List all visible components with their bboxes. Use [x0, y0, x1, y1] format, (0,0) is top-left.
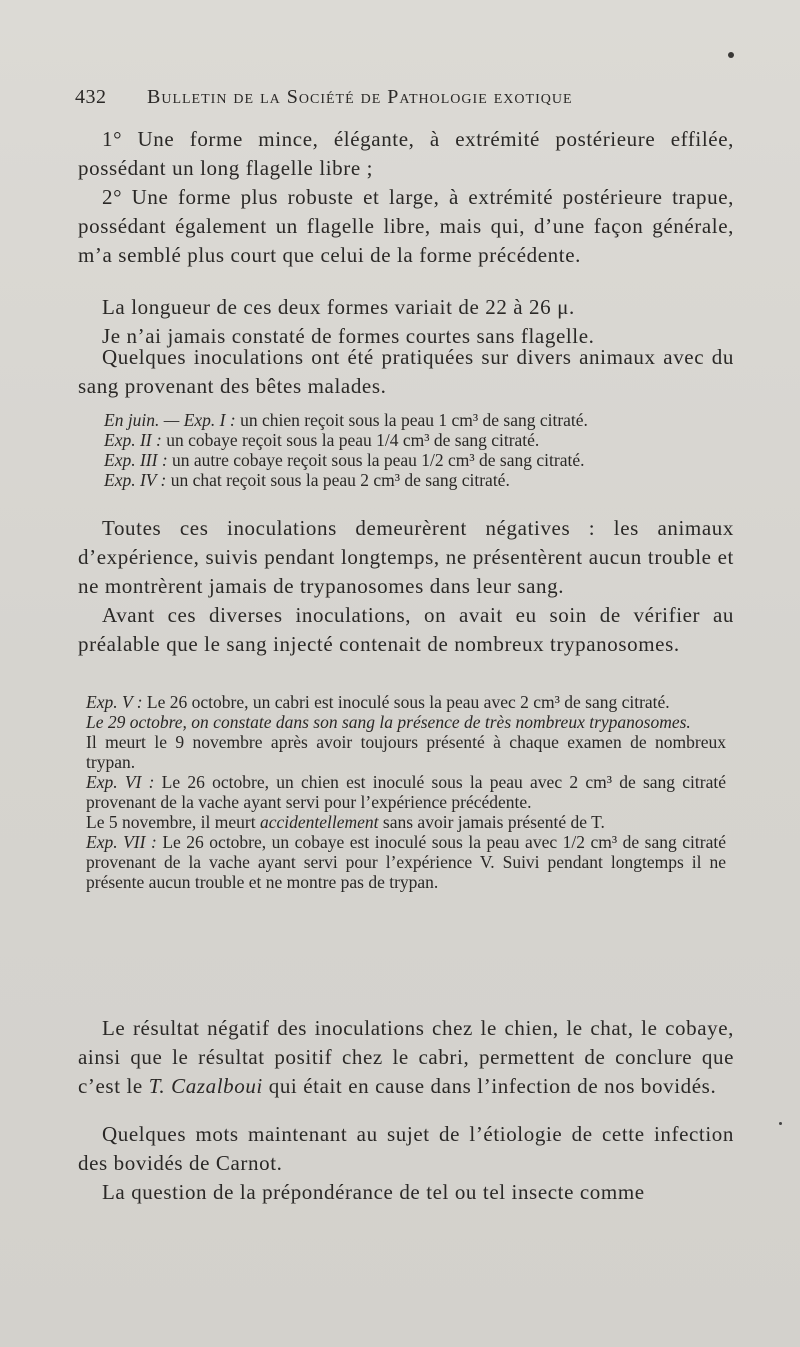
experiment-2: [86, 430, 726, 450]
experiment-text: un chien reçoit sous la peau 1 cm³ de sang citraté.: [235, 410, 588, 430]
experiment-label: Exp. II :: [104, 430, 162, 450]
experiment-text: Le 26 octobre, un cobaye est inoculé sous la peau avec 1/2 cm³ de sang citraté provenant de la vache ayant servi pour l’expérience V. Suivi pendant longtemps il ne présente aucun trouble et ne montre pas de trypan.: [86, 832, 726, 892]
paragraph-negative-results: Toutes ces inoculations demeurèrent négatives : les animaux d’expérience, suivis pendant longtemps, ne présentèrent aucun trouble et ne montrèrent jamais de trypanosomes dans leur sang.: [78, 516, 734, 598]
outcome-text: Le 5 novembre, il meurt: [86, 812, 260, 832]
paragraph-form-2: 2° Une forme plus robuste et large, à extrémité postérieure trapue, possédant également un flagelle libre, mais qui, d’une façon générale, m’a semblé plus court que celui de la forme précédente.: [78, 185, 734, 267]
experiment-label: Exp. III :: [104, 450, 168, 470]
experiment-5-outcome: Il meurt le 9 novembre après avoir toujours présenté à chaque examen de nombreux trypan.: [86, 732, 726, 772]
experiment-label: Exp. VII :: [86, 832, 157, 852]
outcome-text: sans avoir jamais présenté de T.: [378, 812, 605, 832]
experiment-text: un cobaye reçoit sous la peau 1/4 cm³ de sang citraté.: [161, 430, 540, 450]
experiment-label: Exp. VI :: [86, 772, 155, 792]
experiment-5-observation: Le 29 octobre, on constate dans son sang la présence de très nombreux trypanosomes.: [86, 712, 691, 732]
ink-speck: [779, 1122, 782, 1125]
paragraph-etiology: Quelques mots maintenant au sujet de l’étiologie de cette infection des bovidés de Carnot.: [78, 1122, 734, 1175]
paragraph-question: La question de la prépondérance de tel ou tel insecte comme: [102, 1180, 645, 1204]
paragraph-length: La longueur de ces deux formes variait de 22 à 26 μ.: [102, 295, 575, 319]
conclusion-text: Le résultat négatif des inoculations chez le chien, le chat, le cobaye, ainsi que le résultat positif chez le cabri, permettent de conclure que c’est le: [78, 1016, 734, 1098]
running-header: [75, 86, 715, 109]
experiment-7: [86, 832, 726, 892]
experiment-label: Exp. V :: [86, 692, 143, 712]
experiment-text: Le 26 octobre, un cabri est inoculé sous la peau avec 2 cm³ de sang citraté.: [142, 692, 670, 712]
experiment-6-outcome: [86, 812, 726, 832]
journal-title: Bulletin de la Société de Pathologie exotique: [147, 86, 573, 108]
experiment-text: Le 26 octobre, un chien est inoculé sous la peau avec 2 cm³ de sang citraté provenant de la vache ayant servi pour l’expérience précédente.: [86, 772, 726, 812]
experiment-1: [86, 410, 726, 430]
paragraph-conclusion: [78, 1014, 734, 1101]
experiment-4: [86, 470, 726, 490]
experiment-label: Exp. IV :: [104, 470, 167, 490]
experiment-3: [86, 450, 726, 470]
paragraph-no-short-forms: Je n’ai jamais constaté de formes courtes sans flagelle.: [102, 324, 595, 348]
conclusion-text: qui était en cause dans l’infection de nos bovidés.: [262, 1074, 717, 1098]
paragraph-verification: Avant ces diverses inoculations, on avait eu soin de vérifier au préalable que le sang injecté contenait de nombreux trypanosomes.: [78, 603, 734, 656]
species-name: T. Cazalboui: [148, 1074, 263, 1098]
ink-spot: [728, 52, 734, 58]
page-number: 432: [75, 86, 107, 108]
experiment-text: un autre cobaye reçoit sous la peau 1/2 cm³ de sang citraté.: [167, 450, 585, 470]
experiment-6: [86, 772, 726, 812]
experiment-5: [86, 692, 726, 712]
paragraph-inoculations: Quelques inoculations ont été pratiquées sur divers animaux avec du sang provenant des bêtes malades.: [78, 345, 734, 398]
experiment-label: En juin. — Exp. I :: [104, 410, 236, 430]
outcome-emphasis: accidentellement: [259, 812, 379, 832]
experiment-text: un chat reçoit sous la peau 2 cm³ de sang citraté.: [166, 470, 510, 490]
experiments-block-1: [86, 410, 726, 490]
paragraph-form-1: 1° Une forme mince, élégante, à extrémité postérieure effilée, possédant un long flagelle libre ;: [78, 127, 734, 180]
experiments-block-2: [86, 692, 726, 892]
